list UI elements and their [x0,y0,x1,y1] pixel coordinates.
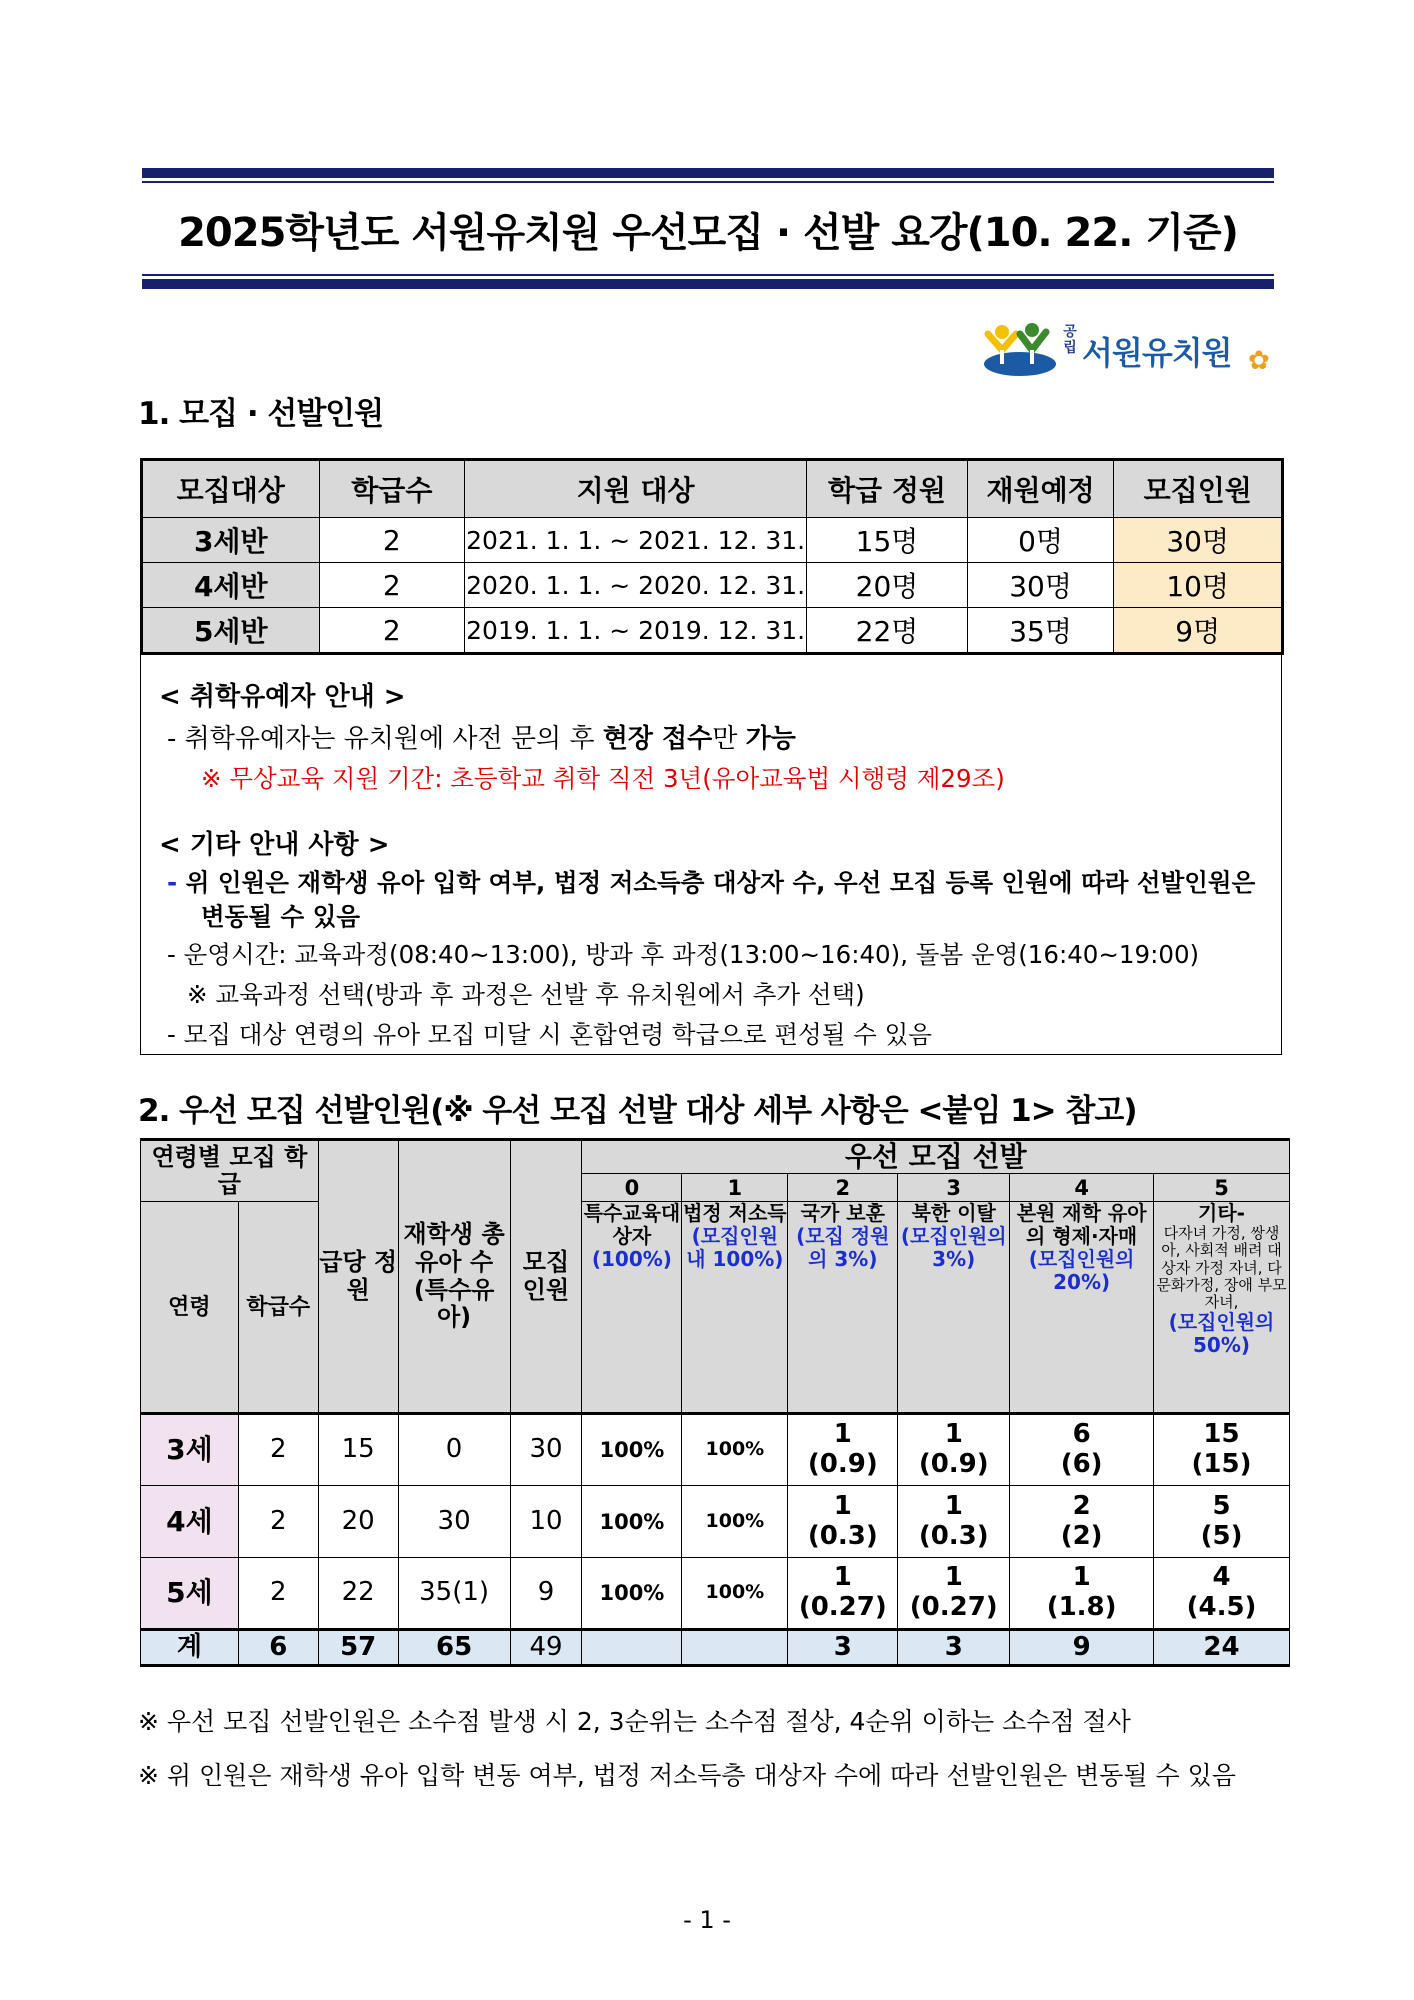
birth-range: 2019. 1. 1. ~ 2019. 12. 31. [465,608,807,654]
rank5-cell [1154,1486,1290,1558]
category-cell [898,1202,1010,1414]
rank-calc: (6) [1060,1449,1103,1480]
children-logo-icon [980,320,1060,380]
rank-value: 5 [1212,1490,1231,1521]
category-cell [582,1202,682,1414]
recruit-cell: 30 [510,1414,582,1486]
birth-range: 2020. 1. 1. ~ 2020. 12. 31. [465,563,807,608]
rank3-cell [898,1486,1010,1558]
footnote: ※ 우선 모집 선발인원은 소수점 발생 시 2, 3순위는 소수점 절상, 4순위 이하는 소수점 절사 [138,1707,1131,1736]
rank-value: 6 [1072,1419,1091,1450]
rank-calc: (1.8) [1046,1592,1117,1623]
enrolled-header: 재학생 총 유아 수 (특수유아) [398,1140,510,1414]
class-count: 2 [319,608,465,654]
rank-value: 2 [1072,1490,1091,1521]
notice-heading-deferral: < 취학유예자 안내 > [159,682,406,712]
table-row [141,1414,1290,1486]
flower-icon: ✿ [1248,346,1270,376]
table-row [142,563,1283,608]
page-title: 2025학년도 서원유치원 우선모집 · 선발 요강(10. 22. 기준) [178,210,1238,256]
classes-header: 학급수 [238,1202,318,1414]
category-cell [682,1202,788,1414]
category-cell [788,1202,898,1414]
total-cap: 57 [318,1630,398,1666]
group-header: 연령별 모집 학급 [141,1140,319,1202]
total-classes: 6 [238,1630,318,1666]
title-block [142,168,1274,289]
notice-text: 위 인원은 재학생 유아 입학 여부, 법정 저소득층 대상자 수, 우선 모집 등록 인원에 따라 선발인원은 [185,868,1256,897]
rank-calc: (0.3) [918,1520,989,1551]
title-bar-bottom-thin [142,274,1274,276]
category-sub: 다자녀 가정, 쌍생아, 사회적 배려 대상자 가정 자녀, 다문화가정, 장애 부모 자녀, [1156,1224,1287,1312]
category-cell [1010,1202,1154,1414]
notice-emphasis: 현장 접수 [602,724,713,754]
rank-value: 1 [944,1419,963,1450]
recruit-count: 9명 [1114,608,1283,654]
col-header: 지원 대상 [465,460,807,518]
table-row [142,518,1283,563]
cap-cell: 20 [318,1486,398,1558]
enrolled-cell: 30 [398,1486,510,1558]
rank-value: 1 [1072,1562,1091,1593]
table-row [141,1486,1290,1558]
birth-range: 2021. 1. 1. ~ 2021. 12. 31. [465,518,807,563]
rank4-cell [1010,1558,1154,1630]
enrolled-expected: 30명 [967,563,1114,608]
title-bar-top [142,168,1274,178]
rank0-cell: 100% [582,1414,682,1486]
table-row [141,1558,1290,1630]
cap-header: 급당 정원 [318,1140,398,1414]
class-capacity: 15명 [807,518,968,563]
logo-name-text: 서원유치원 [1082,334,1232,372]
class-group: 4세반 [142,563,320,608]
rank-value: 4 [1212,1562,1231,1593]
age-header: 연령 [141,1202,239,1414]
rank2-cell [788,1558,898,1630]
recruit-header: 모집 인원 [510,1140,582,1414]
category-name: 기타- [1198,1201,1245,1226]
logo-name [1082,328,1232,374]
category-row [141,1202,1290,1414]
col-header: 재원예정 [967,460,1114,518]
rank-calc: (2) [1060,1520,1103,1551]
age-cell: 3세 [141,1414,239,1486]
col-header: 모집인원 [1114,460,1283,518]
notice-text: - 취학유예자는 유치원에 사전 문의 후 [167,724,603,754]
category-name: 본원 재학 유아의 형제·자매 [1016,1201,1147,1249]
rank-calc: (0.3) [807,1520,878,1551]
rank-calc: (0.27) [909,1592,998,1623]
total-rank3: 3 [898,1630,1010,1666]
logo-small-label: 공립 [1063,324,1077,356]
total-recruit: 49 [510,1630,582,1666]
rank-calc: (0.9) [918,1449,989,1480]
section2-heading: 2. 우선 모집 선발인원(※ 우선 모집 선발 대상 세부 사항은 <붙임 1> 참고) [138,1093,1137,1129]
enrolled-expected: 0명 [967,518,1114,563]
category-note: (모집인원의 20%) [1028,1247,1135,1295]
category-note: (모집인원의 50%) [1168,1310,1275,1358]
recruit-cell: 9 [510,1558,582,1630]
notice-hours: - 운영시간: 교육과정(08:40~13:00), 방과 후 과정(13:00~16:40), 돌봄 운영(16:40~19:00) [167,940,1200,969]
rank0-cell: 100% [582,1558,682,1630]
class-count: 2 [319,563,465,608]
rank-number: 3 [898,1174,1010,1202]
rank1-cell: 100% [682,1414,788,1486]
class-capacity: 22명 [807,608,968,654]
total-rank0 [582,1630,682,1666]
rank-value: 1 [833,1419,852,1450]
category-cell [1154,1202,1290,1414]
category-name: 북한 이탈 [911,1201,996,1226]
cap-cell: 22 [318,1558,398,1630]
class-group: 3세반 [142,518,320,563]
category-name: 특수교육대상자 [583,1201,681,1249]
rank-calc: (0.27) [798,1592,887,1623]
total-rank5: 24 [1154,1630,1290,1666]
total-label: 계 [141,1630,239,1666]
rank-value: 1 [944,1562,963,1593]
notice-free-education: ※ 무상교육 지원 기간: 초등학교 취학 직전 3년(유아교육법 시행령 제29조) [201,764,1005,793]
rank-number: 5 [1154,1174,1290,1202]
classes-cell: 2 [238,1486,318,1558]
notice-other-line1 [167,864,1255,899]
section1-heading: 1. 모집 · 선발인원 [138,396,384,432]
rank-number: 1 [682,1174,788,1202]
rank2-cell [788,1414,898,1486]
priority-header-row1 [141,1140,1290,1174]
priority-header: 우선 모집 선발 [582,1140,1290,1174]
page-number: - 1 - [683,1906,731,1934]
notice-text: 만 [712,724,746,754]
notice-box [140,652,1282,1055]
col-header: 학급수 [319,460,465,518]
school-logo [980,318,1280,384]
rank-calc: (4.5) [1186,1592,1257,1623]
class-group: 5세반 [142,608,320,654]
title-bar-bottom [142,279,1274,289]
rank3-cell [898,1414,1010,1486]
recruit-table [140,458,1284,655]
class-capacity: 20명 [807,563,968,608]
total-rank2: 3 [788,1630,898,1666]
rank1-cell: 100% [682,1486,788,1558]
rank-calc: (0.9) [807,1449,878,1480]
category-name: 국가 보훈 [800,1201,885,1226]
rank-calc: (5) [1200,1520,1243,1551]
notice-other-line1b: 변동될 수 있음 [201,902,361,931]
enrolled-cell: 35(1) [398,1558,510,1630]
rank-value: 1 [833,1562,852,1593]
age-cell: 4세 [141,1486,239,1558]
rank1-cell: 100% [682,1558,788,1630]
category-note: (100%) [591,1247,672,1272]
rank-value: 15 [1203,1419,1240,1450]
rank5-cell [1154,1558,1290,1630]
table-row [142,608,1283,654]
total-rank1 [682,1630,788,1666]
recruit-count: 10명 [1114,563,1283,608]
rank-calc: (15) [1191,1449,1252,1480]
notice-emphasis: 가능 [745,724,796,754]
recruit-cell: 10 [510,1486,582,1558]
priority-table [140,1138,1290,1667]
rank-value: 1 [944,1490,963,1521]
cap-cell: 15 [318,1414,398,1486]
rank3-cell [898,1558,1010,1630]
enrolled-cell: 0 [398,1414,510,1486]
classes-cell: 2 [238,1414,318,1486]
notice-deferral-line [167,718,796,755]
rank4-cell [1010,1414,1154,1486]
enrolled-expected: 35명 [967,608,1114,654]
col-header: 학급 정원 [807,460,968,518]
rank4-cell [1010,1486,1154,1558]
rank-number: 0 [582,1174,682,1202]
rank2-cell [788,1486,898,1558]
rank5-cell [1154,1414,1290,1486]
rank0-cell: 100% [582,1486,682,1558]
recruit-count: 30명 [1114,518,1283,563]
age-cell: 5세 [141,1558,239,1630]
category-note: (모집 정원의 3%) [796,1224,890,1272]
total-row [141,1630,1290,1666]
notice-mixed-age: - 모집 대상 연령의 유아 모집 미달 시 혼합연령 학급으로 편성될 수 있음 [167,1020,932,1049]
recruit-table-header [142,460,1283,518]
notice-dash: - [167,868,178,897]
notice-heading-other: < 기타 안내 사항 > [159,830,390,860]
category-note: (모집인원 내 100%) [686,1224,784,1272]
rank-number: 4 [1010,1174,1154,1202]
col-header: 모집대상 [142,460,320,518]
category-name: 법정 저소득 [683,1201,787,1226]
total-enrolled: 65 [398,1630,510,1666]
footnote: ※ 위 인원은 재학생 유아 입학 변동 여부, 법정 저소득층 대상자 수에 따라 선발인원은 변동될 수 있음 [138,1761,1236,1790]
category-note: (모집인원의 3%) [900,1224,1007,1272]
rank-number: 2 [788,1174,898,1202]
total-rank4: 9 [1010,1630,1154,1666]
notice-course-select: ※ 교육과정 선택(방과 후 과정은 선발 후 유치원에서 추가 선택) [187,980,865,1009]
classes-cell: 2 [238,1558,318,1630]
rank-value: 1 [833,1490,852,1521]
class-count: 2 [319,518,465,563]
